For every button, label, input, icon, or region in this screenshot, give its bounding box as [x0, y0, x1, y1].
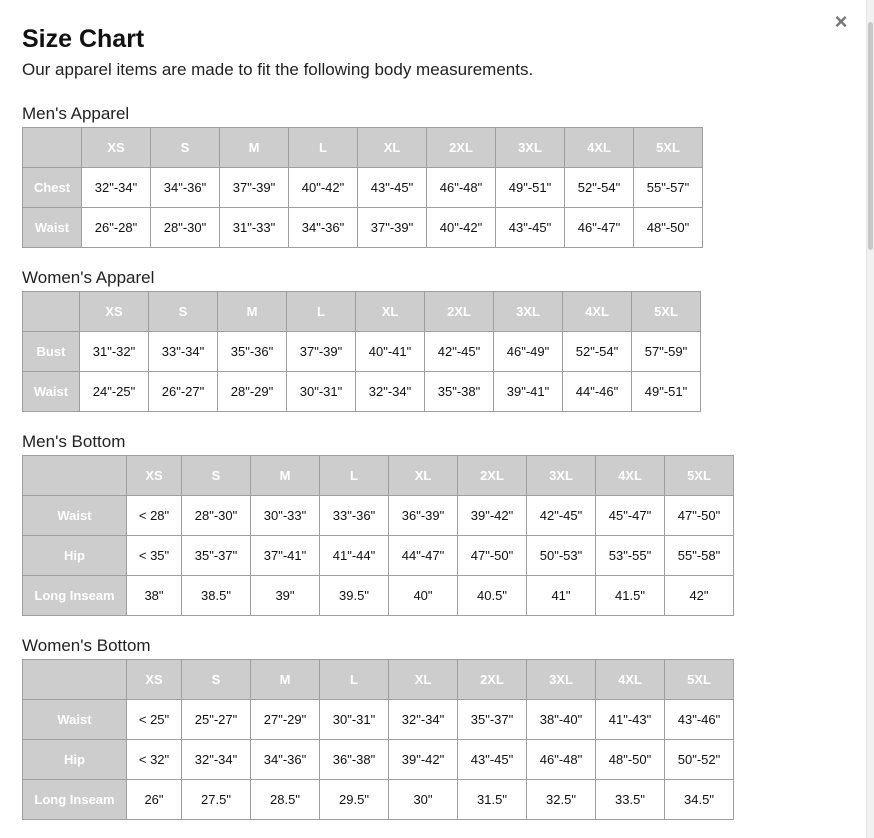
table-row	[23, 496, 734, 536]
size-header-cell: XS	[82, 128, 151, 168]
table-cell: 35"-37"	[458, 700, 527, 740]
table-cell: 48"-50"	[634, 208, 703, 248]
section-title-womens-bottom: Women's Bottom	[22, 636, 151, 655]
table-row	[23, 536, 734, 576]
size-header-row	[23, 456, 734, 496]
size-header-cell: M	[251, 660, 320, 700]
table-cell: 49"-51"	[496, 168, 565, 208]
table-cell: 46"-49"	[494, 332, 563, 372]
size-header-cell: 2XL	[458, 660, 527, 700]
table-row	[23, 372, 701, 412]
table-cell: 31"-33"	[220, 208, 289, 248]
size-header-cell: L	[320, 456, 389, 496]
table-cell: 26"-27"	[149, 372, 218, 412]
row-label: Hip	[23, 740, 127, 780]
size-header-cell: S	[149, 292, 218, 332]
table-cell: 30"-33"	[251, 496, 320, 536]
header-corner-cell	[23, 660, 127, 700]
size-header-cell: 3XL	[496, 128, 565, 168]
size-header-cell: S	[151, 128, 220, 168]
table-cell: 40"-42"	[427, 208, 496, 248]
size-header-cell: XL	[356, 292, 425, 332]
table-cell: 40"-41"	[356, 332, 425, 372]
table-cell: 57"-59"	[632, 332, 701, 372]
table-cell: 28"-29"	[218, 372, 287, 412]
size-header-row	[23, 128, 703, 168]
scrollbar-thumb[interactable]	[868, 22, 873, 250]
table-cell: 40"	[389, 576, 458, 616]
table-cell: 49"-51"	[632, 372, 701, 412]
table-cell: 38"	[127, 576, 182, 616]
table-cell: 37"-39"	[220, 168, 289, 208]
size-header-cell: L	[287, 292, 356, 332]
table-cell: 40.5"	[458, 576, 527, 616]
row-label: Waist	[23, 700, 127, 740]
table-cell: 34"-36"	[251, 740, 320, 780]
table-cell: 46"-47"	[565, 208, 634, 248]
table-cell: < 25"	[127, 700, 182, 740]
table-cell: 30"-31"	[287, 372, 356, 412]
table-cell: 45"-47"	[596, 496, 665, 536]
table-row	[23, 780, 734, 820]
size-header-cell: 3XL	[494, 292, 563, 332]
row-label: Chest	[23, 168, 82, 208]
table-cell: 39"-42"	[389, 740, 458, 780]
table-cell: < 28"	[127, 496, 182, 536]
size-table-mens-apparel	[22, 127, 703, 248]
section-title-mens-apparel: Men's Apparel	[22, 104, 130, 123]
size-header-cell: S	[182, 456, 251, 496]
size-header-row	[23, 292, 701, 332]
table-cell: 52"-54"	[565, 168, 634, 208]
table-row	[23, 740, 734, 780]
size-header-cell: XL	[389, 660, 458, 700]
table-cell: 41"-44"	[320, 536, 389, 576]
size-header-cell: 3XL	[527, 456, 596, 496]
row-label: Long Inseam	[23, 780, 127, 820]
size-table-mens-bottom	[22, 455, 734, 616]
table-cell: 35"-36"	[218, 332, 287, 372]
table-cell: 31.5"	[458, 780, 527, 820]
table-cell: 32"-34"	[389, 700, 458, 740]
row-label: Bust	[23, 332, 80, 372]
size-header-cell: XS	[80, 292, 149, 332]
table-cell: 47"-50"	[458, 536, 527, 576]
table-cell: 43"-45"	[358, 168, 427, 208]
size-header-cell: 3XL	[527, 660, 596, 700]
table-cell: 50"-52"	[665, 740, 734, 780]
table-cell: 34.5"	[665, 780, 734, 820]
table-cell: 28"-30"	[151, 208, 220, 248]
table-cell: 39.5"	[320, 576, 389, 616]
size-header-cell: L	[289, 128, 358, 168]
table-cell: 42"-45"	[527, 496, 596, 536]
table-cell: 38.5"	[182, 576, 251, 616]
table-cell: 41"-43"	[596, 700, 665, 740]
size-header-cell: M	[218, 292, 287, 332]
table-cell: 41.5"	[596, 576, 665, 616]
table-cell: 26"	[127, 780, 182, 820]
size-header-cell: 4XL	[565, 128, 634, 168]
table-cell: 46"-48"	[527, 740, 596, 780]
table-row	[23, 168, 703, 208]
size-header-cell: 2XL	[427, 128, 496, 168]
table-cell: 43"-45"	[496, 208, 565, 248]
table-cell: 27"-29"	[251, 700, 320, 740]
section-title-mens-bottom: Men's Bottom	[22, 432, 126, 451]
table-cell: 34"-36"	[151, 168, 220, 208]
size-header-cell: 5XL	[634, 128, 703, 168]
header-corner-cell	[23, 128, 82, 168]
size-header-cell: XL	[389, 456, 458, 496]
table-cell: 32"-34"	[356, 372, 425, 412]
table-cell: 47"-50"	[665, 496, 734, 536]
size-header-cell: M	[220, 128, 289, 168]
table-cell: 28.5"	[251, 780, 320, 820]
row-label: Waist	[23, 496, 127, 536]
size-table-womens-bottom	[22, 659, 734, 820]
size-header-row	[23, 660, 734, 700]
table-cell: 39"-41"	[494, 372, 563, 412]
row-label: Long Inseam	[23, 576, 127, 616]
table-cell: 36"-39"	[389, 496, 458, 536]
size-header-cell: 5XL	[632, 292, 701, 332]
table-cell: 32.5"	[527, 780, 596, 820]
table-cell: 33.5"	[596, 780, 665, 820]
table-cell: < 32"	[127, 740, 182, 780]
table-cell: 37"-39"	[287, 332, 356, 372]
table-cell: 38"-40"	[527, 700, 596, 740]
table-cell: 43"-46"	[665, 700, 734, 740]
close-icon[interactable]: ×	[834, 9, 848, 34]
table-cell: 48"-50"	[596, 740, 665, 780]
table-cell: 30"	[389, 780, 458, 820]
table-cell: 46"-48"	[427, 168, 496, 208]
table-cell: 29.5"	[320, 780, 389, 820]
size-header-cell: 2XL	[458, 456, 527, 496]
table-cell: 33"-34"	[149, 332, 218, 372]
table-cell: 25"-27"	[182, 700, 251, 740]
table-row	[23, 700, 734, 740]
table-cell: 44"-47"	[389, 536, 458, 576]
size-header-cell: XL	[358, 128, 427, 168]
table-cell: 55"-58"	[665, 536, 734, 576]
size-header-cell: 4XL	[596, 660, 665, 700]
table-cell: 43"-45"	[458, 740, 527, 780]
size-header-cell: 5XL	[665, 660, 734, 700]
table-cell: 41"	[527, 576, 596, 616]
header-corner-cell	[23, 456, 127, 496]
size-header-cell: S	[182, 660, 251, 700]
table-row	[23, 208, 703, 248]
size-header-cell: M	[251, 456, 320, 496]
table-cell: 39"-42"	[458, 496, 527, 536]
table-cell: 52"-54"	[563, 332, 632, 372]
size-header-cell: 5XL	[665, 456, 734, 496]
size-table-womens-apparel	[22, 291, 701, 412]
table-cell: 35"-37"	[182, 536, 251, 576]
header-corner-cell	[23, 292, 80, 332]
section-title-womens-apparel: Women's Apparel	[22, 268, 155, 287]
table-cell: 39"	[251, 576, 320, 616]
size-header-cell: 4XL	[596, 456, 665, 496]
table-cell: 28"-30"	[182, 496, 251, 536]
table-cell: 35"-38"	[425, 372, 494, 412]
size-header-cell: 4XL	[563, 292, 632, 332]
table-cell: 27.5"	[182, 780, 251, 820]
table-cell: 31"-32"	[80, 332, 149, 372]
table-cell: 30"-31"	[320, 700, 389, 740]
table-cell: 37"-39"	[358, 208, 427, 248]
page-subtitle: Our apparel items are made to fit the following body measurements.	[22, 60, 534, 79]
table-cell: 40"-42"	[289, 168, 358, 208]
table-row	[23, 576, 734, 616]
table-cell: 32"-34"	[182, 740, 251, 780]
table-cell: 44"-46"	[563, 372, 632, 412]
row-label: Waist	[23, 208, 82, 248]
size-header-cell: XS	[127, 456, 182, 496]
table-cell: 33"-36"	[320, 496, 389, 536]
table-cell: 55"-57"	[634, 168, 703, 208]
table-cell: 42"-45"	[425, 332, 494, 372]
size-header-cell: L	[320, 660, 389, 700]
table-cell: 37"-41"	[251, 536, 320, 576]
table-cell: 53"-55"	[596, 536, 665, 576]
table-cell: 50"-53"	[527, 536, 596, 576]
size-header-cell: 2XL	[425, 292, 494, 332]
table-cell: 26"-28"	[82, 208, 151, 248]
page-title: Size Chart	[22, 25, 145, 53]
row-label: Hip	[23, 536, 127, 576]
table-row	[23, 332, 701, 372]
row-label: Waist	[23, 372, 80, 412]
size-header-cell: XS	[127, 660, 182, 700]
table-cell: 32"-34"	[82, 168, 151, 208]
table-cell: 42"	[665, 576, 734, 616]
table-cell: 34"-36"	[289, 208, 358, 248]
table-cell: < 35"	[127, 536, 182, 576]
table-cell: 24"-25"	[80, 372, 149, 412]
table-cell: 36"-38"	[320, 740, 389, 780]
